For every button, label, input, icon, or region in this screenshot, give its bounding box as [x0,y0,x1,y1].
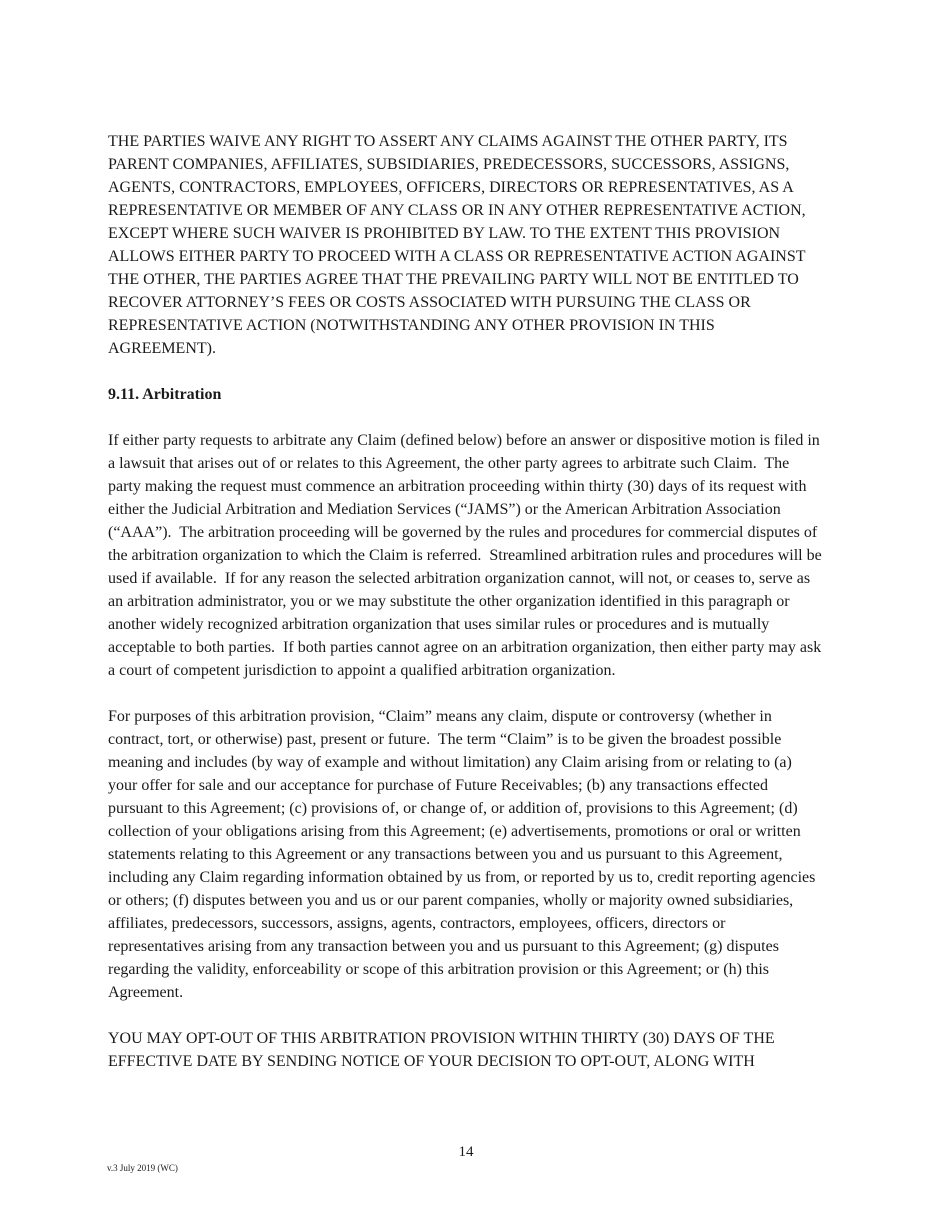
arbitration-intro-paragraph: If either party requests to arbitrate any Claim (defined below) before an answer or dispositive motion is filed in a lawsuit that arises out of or relates to this Agreement, the other party agrees to arbitrate such Claim. The party making the request must commence an arbitration proceeding within thirty (30) days of its request with either the Judicial Arbitration and Mediation Services (“JAMS”) or the American Arbitration Association (“AAA”). The arbitration proceeding will be governed by the rules and procedures for commercial disputes of the arbitration organization to which the Claim is referred. Streamlined arbitration rules and procedures will be used if available. If for any reason the selected arbitration organization cannot, will not, or ceases to, serve as an arbitration administrator, you or we may substitute the other organization identified in this paragraph or another widely recognized arbitration organization that uses similar rules or procedures and is mutually acceptable to both parties. If both parties cannot agree on an arbitration organization, then either party may ask a court of competent jurisdiction to appoint a qualified arbitration organization. [108,432,826,679]
claim-definition-paragraph: For purposes of this arbitration provision, “Claim” means any claim, dispute or controversy (whether in contract, tort, or otherwise) past, present or future. The term “Claim” is to be given the broadest possible meaning and includes (by way of example and without limitation) any Claim arising from or relating to (a) your offer for sale and our acceptance for purchase of Future Receivables; (b) any transactions effected pursuant to this Agreement; (c) provisions of, or change of, or addition of, provisions to this Agreement; (d) collection of your obligations arising from this Agreement; (e) advertisements, promotions or oral or written statements relating to this Agreement or any transactions between you and us pursuant to this Agreement, including any Claim regarding information obtained by us from, or reported by us to, credit reporting agencies or others; (f) disputes between you and us or our parent companies, wholly or majority owned subsidiaries, affiliates, predecessors, successors, assigns, agents, contractors, employees, officers, directors or representatives arising from any transaction between you and us pursuant to this Agreement; (g) disputes regarding the validity, enforceability or scope of this arbitration provision or this Agreement; or (h) this Agreement. [108,708,820,1001]
version-note: v.3 July 2019 (WC) [107,1163,178,1173]
page-number: 14 [458,1144,474,1160]
class-waiver-paragraph: THE PARTIES WAIVE ANY RIGHT TO ASSERT ANY CLAIMS AGAINST THE OTHER PARTY, ITS PARENT COMPANIES, AFFILIATES, SUBSIDIARIES, PREDECESSORS, SUCCESSORS, ASSIGNS, AGENTS, CONTRACTORS, EMPLOYEES, OFFICERS, DIRECTORS OR REPRESENTATIVES, AS A REPRESENTATIVE OR MEMBER OF ANY CLASS OR IN ANY OTHER REPRESENTATIVE ACTION, EXCEPT WHERE SUCH WAIVER IS PROHIBITED BY LAW. TO THE EXTENT THIS PROVISION ALLOWS EITHER PARTY TO PROCEED WITH A CLASS OR REPRESENTATIVE ACTION AGAINST THE OTHER, THE PARTIES AGREE THAT THE PREVAILING PARTY WILL NOT BE ENTITLED TO RECOVER ATTORNEY’S FEES OR COSTS ASSOCIATED WITH PURSUING THE CLASS OR REPRESENTATIVE ACTION (NOTWITHSTANDING ANY OTHER PROVISION IN THIS AGREEMENT). [108,133,810,357]
page-content [108,130,824,1096]
opt-out-paragraph: YOU MAY OPT-OUT OF THIS ARBITRATION PROVISION WITHIN THIRTY (30) DAYS OF THE EFFECTIVE DATE BY SENDING NOTICE OF YOUR DECISION TO OPT-OUT, ALONG WITH [108,1030,779,1070]
section-heading-arbitration: 9.11. Arbitration [108,386,222,403]
